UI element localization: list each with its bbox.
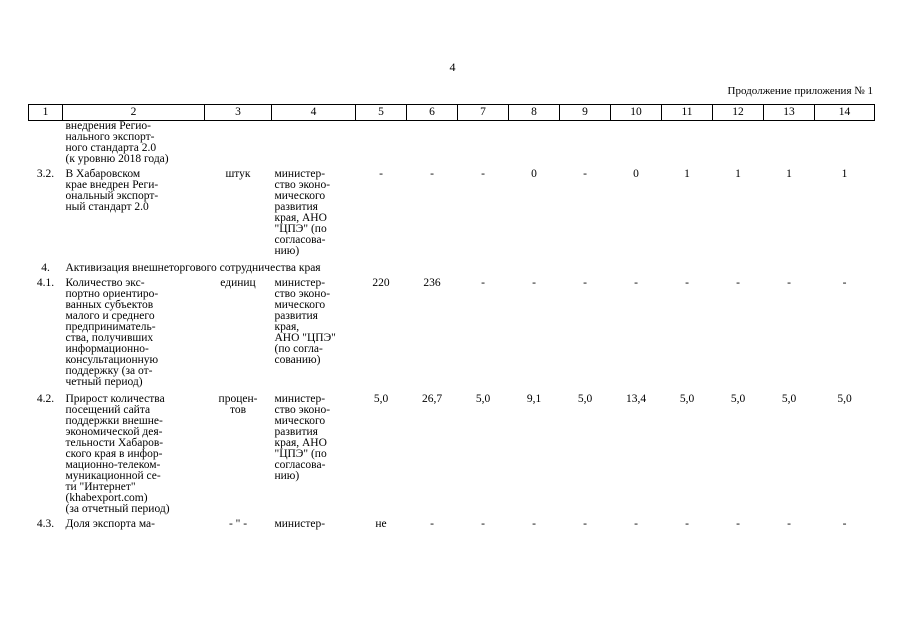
header-row [29,105,875,121]
cell-line: четный период) [65,376,143,388]
value-cell [560,121,611,166]
cell-line: - " - [228,518,248,530]
value-cell: - [583,168,587,180]
cell-line: министер- [274,518,326,530]
cell-line: ство эконо- [274,179,331,191]
responsible-cell [272,169,356,257]
cell-line: портно ориентиро- [65,288,159,300]
value-cell: - [736,277,740,289]
table-row [29,394,875,515]
cell-line: ного стандарта 2.0 [65,142,157,154]
cell-line: развития [274,426,318,438]
cell-line: края, АНО [274,437,327,449]
cell-line: развития [274,310,318,322]
page-number: 4 [449,60,456,74]
value-cell: 1 [735,168,741,180]
row-number: 4.2. [36,393,55,405]
indicator-name [63,169,205,257]
cell-line: нального экспорт- [65,131,155,143]
value-cell: 220 [372,277,390,289]
cell-line: ный стандарт 2.0 [65,201,149,213]
cell-line: процен- [218,393,258,405]
value-cell: - [583,518,587,530]
cell-line: ство эконо- [274,404,331,416]
value-cell: - [634,277,638,289]
value-cell: 5,0 [781,393,797,405]
cell-line: нию) [274,470,300,482]
indicator-name [63,394,205,515]
cell-line: экономической дея- [65,426,163,438]
cell-line: консультационную [65,354,159,366]
cell-line: "ЦПЭ" (по [274,448,327,460]
cell-line: министер- [274,393,326,405]
cell-line: информационно- [65,343,149,355]
value-cell [356,121,407,166]
row-number: 4.3. [36,518,55,530]
header-cell: 8 [509,105,560,121]
cell-line: Количество экс- [65,277,145,289]
cell-line: внедрения Регио- [65,120,152,132]
cell-line: мического [274,190,326,202]
cell-line: штук [225,168,251,180]
cell-line: Доля экспорта ма- [65,518,155,530]
cell-line: поддержки внешне- [65,415,163,427]
header-cell: 3 [205,105,272,121]
cell-line: тов [229,404,247,416]
table-row [29,121,875,166]
section-title: Активизация внешнеторгового сотрудничества края [65,262,321,274]
cell-line: ванных субъектов [65,299,154,311]
value-cell [458,121,509,166]
value-cell: 0 [531,168,537,180]
responsible-cell [272,278,356,388]
value-cell: 5,0 [837,393,852,405]
value-cell: - [583,277,587,289]
cell-line: (khabexport.com) [65,492,148,504]
value-cell: 1 [684,168,690,180]
value-cell: - [787,277,791,289]
header-cell: 12 [713,105,764,121]
cell-line: муникационной се- [65,470,161,482]
cell-line: "ЦПЭ" (по [274,223,327,235]
value-cell: не [375,518,387,530]
cell-line: согласова- [274,459,326,471]
header-cell: 5 [356,105,407,121]
value-cell [713,121,764,166]
value-cell: - [430,518,434,530]
indicators-table [28,104,875,530]
value-cell: 5,0 [730,393,746,405]
cell-line: малого и среднего [65,310,155,322]
header-cell: 6 [407,105,458,121]
cell-line: единиц [220,277,256,289]
value-cell [611,121,662,166]
cell-line: тельности Хабаров- [65,437,164,449]
cell-line: ональный экспорт- [65,190,159,202]
value-cell: 1 [841,168,848,180]
header-cell: 13 [764,105,815,121]
header-cell: 7 [458,105,509,121]
value-cell: - [532,518,536,530]
cell-line: посещений сайта [65,404,151,416]
value-cell: 236 [423,277,441,289]
cell-line: (за отчетный период) [65,503,170,515]
header-cell: 11 [662,105,713,121]
value-cell: - [842,518,847,530]
indicator-name [63,121,205,166]
value-cell: 13,4 [625,393,647,405]
continuation-label: Продолжение приложения № 1 [727,85,873,97]
row-number: 3.2. [36,168,55,180]
value-cell: - [430,168,434,180]
cell-line: АНО "ЦПЭ" [274,332,336,344]
cell-line: мического [274,415,326,427]
unit-cell [205,121,272,166]
value-cell: - [685,518,689,530]
indicator-name [63,278,205,388]
value-cell: 0 [633,168,639,180]
table-row [29,519,875,530]
cell-line: (по согла- [274,343,323,355]
cell-line: края, АНО [274,212,327,224]
value-cell: - [685,277,689,289]
row-number: 4.1. [36,277,55,289]
cell-line: развития [274,201,318,213]
header-cell: 10 [611,105,662,121]
cell-line: крае внедрен Реги- [65,179,159,191]
cell-line: министер- [274,168,326,180]
value-cell: - [481,277,485,289]
header-cell: 4 [272,105,356,121]
responsible-cell [272,394,356,515]
value-cell: 5,0 [475,393,491,405]
value-cell: 5,0 [577,393,593,405]
cell-line: согласова- [274,234,326,246]
indicator-name [63,519,205,530]
cell-line: края, [274,321,300,333]
value-cell: - [481,168,485,180]
value-cell: 9,1 [526,393,542,405]
header-cell: 9 [560,105,611,121]
responsible-cell [272,519,356,530]
cell-line: ства, получивших [65,332,154,344]
cell-line: (к уровню 2018 года) [65,153,169,165]
value-cell [815,121,875,166]
responsible-cell [272,121,356,166]
value-cell: - [481,518,485,530]
value-cell: - [532,277,536,289]
value-cell: - [787,518,791,530]
unit-cell [205,278,272,388]
cell-line: министер- [274,277,326,289]
cell-line: предприниматель- [65,321,156,333]
row-number: 4. [41,262,50,274]
value-cell: 26,7 [421,393,443,405]
unit-cell [205,394,272,515]
value-cell: 5,0 [373,393,389,405]
value-cell [509,121,560,166]
value-cell [662,121,713,166]
cell-line: В Хабаровском [65,168,141,180]
unit-cell [205,169,272,257]
table-row [29,169,875,257]
cell-line: мационно-телеком- [65,459,161,471]
header-cell: 1 [29,105,63,121]
value-cell [407,121,458,166]
cell-line: ского края в инфор- [65,448,163,460]
value-cell: 5,0 [679,393,695,405]
table-row [29,263,875,274]
value-cell: - [634,518,638,530]
row-number [29,121,63,166]
value-cell: - [842,277,847,289]
cell-line: ство эконо- [274,288,331,300]
cell-line: сованию) [274,354,321,366]
table-row [29,278,875,388]
value-cell: 1 [786,168,792,180]
cell-line: нию) [274,245,300,257]
header-cell: 14 [815,105,875,121]
unit-cell [205,519,272,530]
value-cell: - [736,518,740,530]
value-cell: - [379,168,383,180]
cell-line: ти "Интернет" [65,481,136,493]
header-cell: 2 [63,105,205,121]
cell-line: мического [274,299,326,311]
cell-line: Прирост количества [65,393,165,405]
value-cell [764,121,815,166]
cell-line: поддержку (за от- [65,365,153,377]
